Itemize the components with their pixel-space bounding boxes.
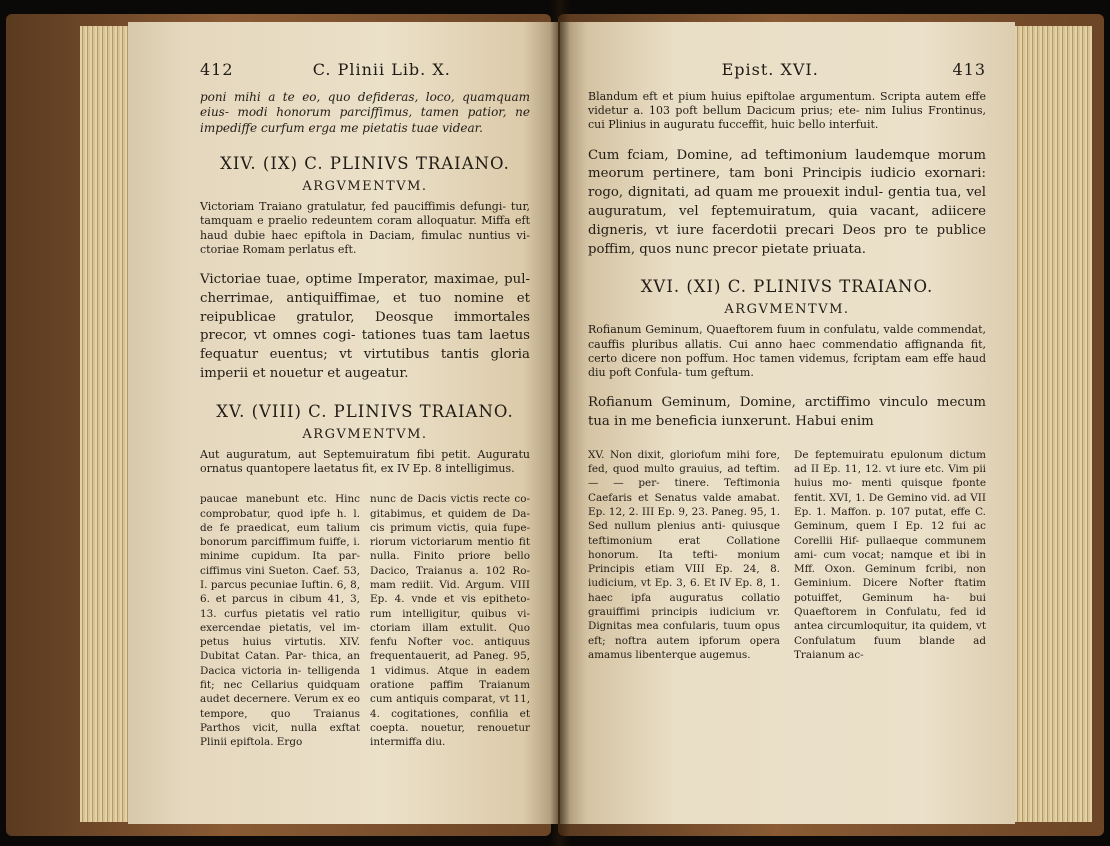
letter-14-body: Victoriae tuae, optime Imperator, maximae, pul- cherrimae, antiquiffimae, et tuo nomine et reipublicae gratulor, Deosque immortales precor, vt omnes cogi- tationes tuas tam laetus fequatur euentus; vt virtutibus tantis gloria imperii et nouetur et augeatur. <box>200 272 530 382</box>
footnotes-left <box>200 492 530 749</box>
opening-passage: poni mihi a te eo, quo defideras, loco, quamquam eius- modi honorum parciffimus, tamen patior, ne impediffe curfum erga me pietatis tuae videar. <box>200 90 530 135</box>
folio-left: 412 <box>200 60 234 79</box>
footnote-column: De feptemuiratu epulonum dictum ad II Ep. 11, 12. vt iure etc. Vim pii huius mo- menti quisque fponte fentit. XVI, 1. De Gemino vid. ad VII Ep. 1. Maffon. p. 107 putat, effe C. Geminum, quem I Ep. 12 fui ac Corellii Hif- pullaeque communem ami- cum vocat; namque et ibi in Mff. Oxon. Geminum fcribi, non Geminium. Dicere Nofter ftatim potuiffet, Geminum ha- bui Quaeftorem in Confulatu, fed id antea circumloquitur, ita quidem, vt Confulatum fuum blande ad Traianum ac- <box>794 448 986 661</box>
letter-16-heading: XVI. (XI) C. PLINIVS TRAIANO. <box>640 277 934 297</box>
letter-16-body: Rofianum Geminum, Domine, arctiffimo vinculo mecum tua in me beneficia iunxerunt. Habui enim <box>588 395 986 429</box>
footnote-column: paucae manebunt etc. Hinc comprobatur, quod ipfe h. l. de fe praedicat, eum talium bonorum parciffimum fuiffe, i. minime cupidum. Ita par- ciffimus vini Sueton. Caef. 53, I. parcus pecuniae Iuftin. 6, 8, 6. et parcus in cibum 41, 3, 13. curfus pietatis vel ratio exercendae pietatis, vel im- petus huius virtutis. XIV. Dubitat Catan. Par- thica, an Dacica victoria in- telligenda fit; nec Cellarius quidquam audet decernere. Verum ex eo tempore, quo Traianus Parthos vicit, nulla exftat Plinii epiftola. Ergo <box>200 493 360 749</box>
running-head-title: C. Plinii Lib. X. <box>312 60 451 79</box>
footnote-column: nunc de Dacis victis recte co- gitabimus, et quidem de Da- cis primum victis, quia fupe- riorum victoriarum mentio fit nulla. Finito priore bello Dacico, Traianus a. 102 Ro- mam rediit. Vid. Argum. VIII Ep. 4. vnde et vis epitheto- rum intelligitur, quibus vi- ctoriam illam extulit. Quo fenfu Nofter voc. antiquus frequentauerit, ad Paneg. 95, 1 vidimus. Atque in eadem oratione paffim Traianum cum antiquis comparat, vt 11, 4. cogitationes, confilia et coepta. nouetur, renouetur intermiffa diu. <box>370 493 530 749</box>
folio-right: 413 <box>952 60 986 79</box>
argument-label: ARGVMENTVM. <box>724 302 850 318</box>
gutter-shadow <box>550 0 570 846</box>
left-page <box>128 22 558 824</box>
right-page <box>560 22 1015 824</box>
argument-text: Victoriam Traiano gratulatur, fed pauciffimis defungi- tur, tamquam e praelio redeuntem coram alloquatur. Miffa eft haud dubie haec epiftola in Daciam, fimulac nuntius vi- ctoriae Romam perlatus eft. <box>200 200 530 256</box>
letter-15-heading: XV. (VIII) C. PLINIVS TRAIANO. <box>216 401 514 421</box>
argument-text: Rofianum Geminum, Quaeftorem fuum in confulatu, valde commendat, cauffis pluribus allatis. Cui anno haec commendatio affignanda fit, certo dicere non poffum. Hoc tamen videmus, fcriptam eam effe haud diu poft Confula- tum geftum. <box>588 323 986 379</box>
page-edges-right <box>1010 26 1092 822</box>
argument-text: Blandum eft et pium huius epiftolae argumentum. Scripta autem effe videtur a. 103 poft bellum Dacicum prius; ete- nim Iulius Frontinus, cui Plinius in auguratu fucceffit, huic bello interfuit. <box>588 90 986 132</box>
footnote-column: XV. Non dixit, gloriofum mihi fore, fed, quod multo grauius, ad teftim. — — per- tinere. Teftimonia Caefaris et Senatus valde amabat. Ep. 12, 2. III Ep. 9, 23. Paneg. 95, 1. Sed nullum plenius anti- quiusque teftimonium erat Collatione honorum. Ita tefti- monium Principis etiam VIII Ep. 24, 8. iudicium, vt Ep. 3, 6. Et IV Ep. 8, 1. haec ipfa auguratus collatio grauiffimi principis iudicium vr. Dignitas mea confularis, tuum opus eft; noftra autem ipforum opera amamus libenterque augemus. <box>588 448 780 661</box>
letter-15-body: Cum fciam, Domine, ad teftimonium laudemque morum meorum pertinere, tam boni Principis iudicio exornari: rogo, dignitati, ad quam me prouexit indul- gentia tua, vel auguratum, vel feptemuiratum, quia vacant, adiicere digneris, vt iure facerdotii precari Deos pro te publice poffim, quos nunc precor pietate priuata. <box>588 147 986 257</box>
running-head-title: Epist. XVI. <box>721 60 819 79</box>
footnotes-right <box>588 448 986 662</box>
argument-text: Aut auguratum, aut Septemuiratum fibi petit. Auguratu ornatus quantopere laetatus fit, ex IV Ep. 8 intelligimus. <box>200 447 530 476</box>
running-head-right <box>588 60 986 84</box>
argument-label: ARGVMENTVM. <box>302 179 428 195</box>
argument-label: ARGVMENTVM. <box>302 426 428 442</box>
letter-14-heading: XIV. (IX) C. PLINIVS TRAIANO. <box>220 154 510 174</box>
running-head-left <box>200 60 530 84</box>
